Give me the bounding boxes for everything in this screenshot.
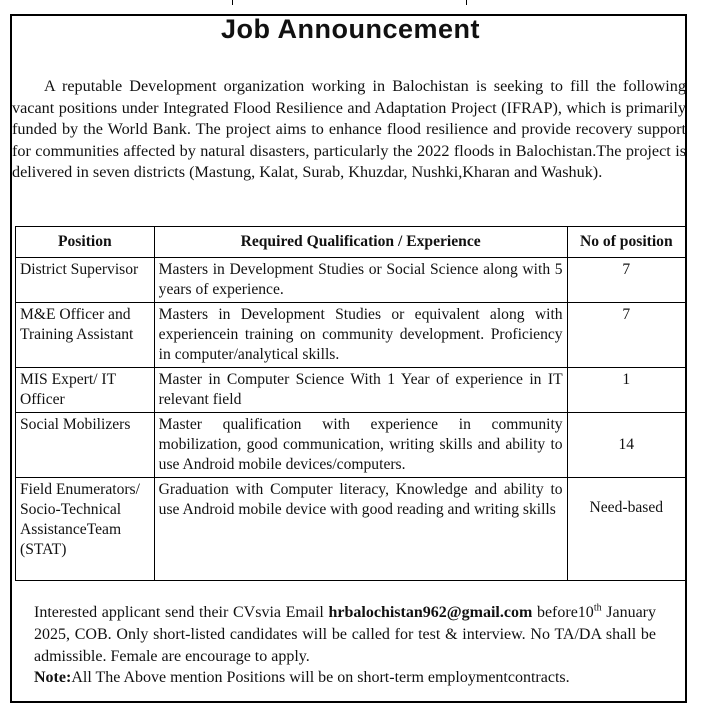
contact-email-link[interactable]: hrbalochistan962@gmail.com <box>328 604 533 621</box>
cell-position: Field Enumerators/ Socio-Technical AssistanceTeam (STAT) <box>16 478 155 581</box>
cell-position: Social Mobilizers <box>16 413 155 478</box>
footer-deadline: before10 <box>532 604 594 621</box>
note-label: Note: <box>34 669 72 686</box>
top-tick-left <box>232 0 233 5</box>
application-instructions <box>34 602 656 668</box>
intro-paragraph <box>12 76 686 184</box>
table-row <box>16 478 686 581</box>
table-row <box>16 303 686 368</box>
intro-text: A reputable Development organization working in Balochistan is seeking to fill the following vacant positions under Integrated Flood Resilience and Adaptation Project (IFRAP), which is primarily funded by the World Bank. The project aims to enhance flood resilience and provide recovery support for communities affected by natural disasters, particularly the 2022 floods in Balochistan.The project is delivered in seven districts (Mastung, Kalat, Surab, Khuzdar, Nushki,Kharan and Washuk). <box>12 77 686 182</box>
cell-qualification: Master in Computer Science With 1 Year of experience in IT relevant field <box>154 368 567 413</box>
header-count: No of position <box>567 227 685 258</box>
header-position: Position <box>16 227 155 258</box>
top-rule <box>0 0 701 6</box>
cell-position: District Supervisor <box>16 258 155 303</box>
cell-qualification: Masters in Development Studies or equivalent along with experiencein training on community development. Proficiency in computer/analytical skills. <box>154 303 567 368</box>
positions-table <box>15 226 686 581</box>
cell-count: 7 <box>567 303 685 368</box>
note-line <box>34 667 674 689</box>
table-row <box>16 258 686 303</box>
cell-count: 14 <box>567 413 685 478</box>
note-text: All The Above mention Positions will be on short-term employmentcontracts. <box>71 669 570 686</box>
ordinal-suffix: th <box>593 602 602 614</box>
cell-qualification: Master qualification with experience in community mobilization, good communication, writing skills and ability to use Android mobile devices/computers. <box>154 413 567 478</box>
header-qualification: Required Qualification / Experience <box>154 227 567 258</box>
footer-text-start: Interested applicant send their CVsvia Email <box>34 604 329 621</box>
cell-position: M&E Officer and Training Assistant <box>16 303 155 368</box>
cell-qualification: Graduation with Computer literacy, Knowledge and ability to use Android mobile device with good reading and writing skills <box>154 478 567 581</box>
cell-count: 1 <box>567 368 685 413</box>
footer-text-rest: January 2025, COB. Only short-listed candidates will be called for test & interview. No TA/DA shall be admissible. Female are encourage to apply. <box>34 604 657 665</box>
table-header-row <box>16 227 686 258</box>
top-tick-right <box>466 0 467 5</box>
cell-qualification: Masters in Development Studies or Social Science along with 5 years of experience. <box>154 258 567 303</box>
cell-count: Need-based <box>567 478 685 581</box>
table-row <box>16 413 686 478</box>
cell-position: MIS Expert/ IT Officer <box>16 368 155 413</box>
cell-count: 7 <box>567 258 685 303</box>
table-row <box>16 368 686 413</box>
page-title: Job Announcement <box>220 14 480 44</box>
